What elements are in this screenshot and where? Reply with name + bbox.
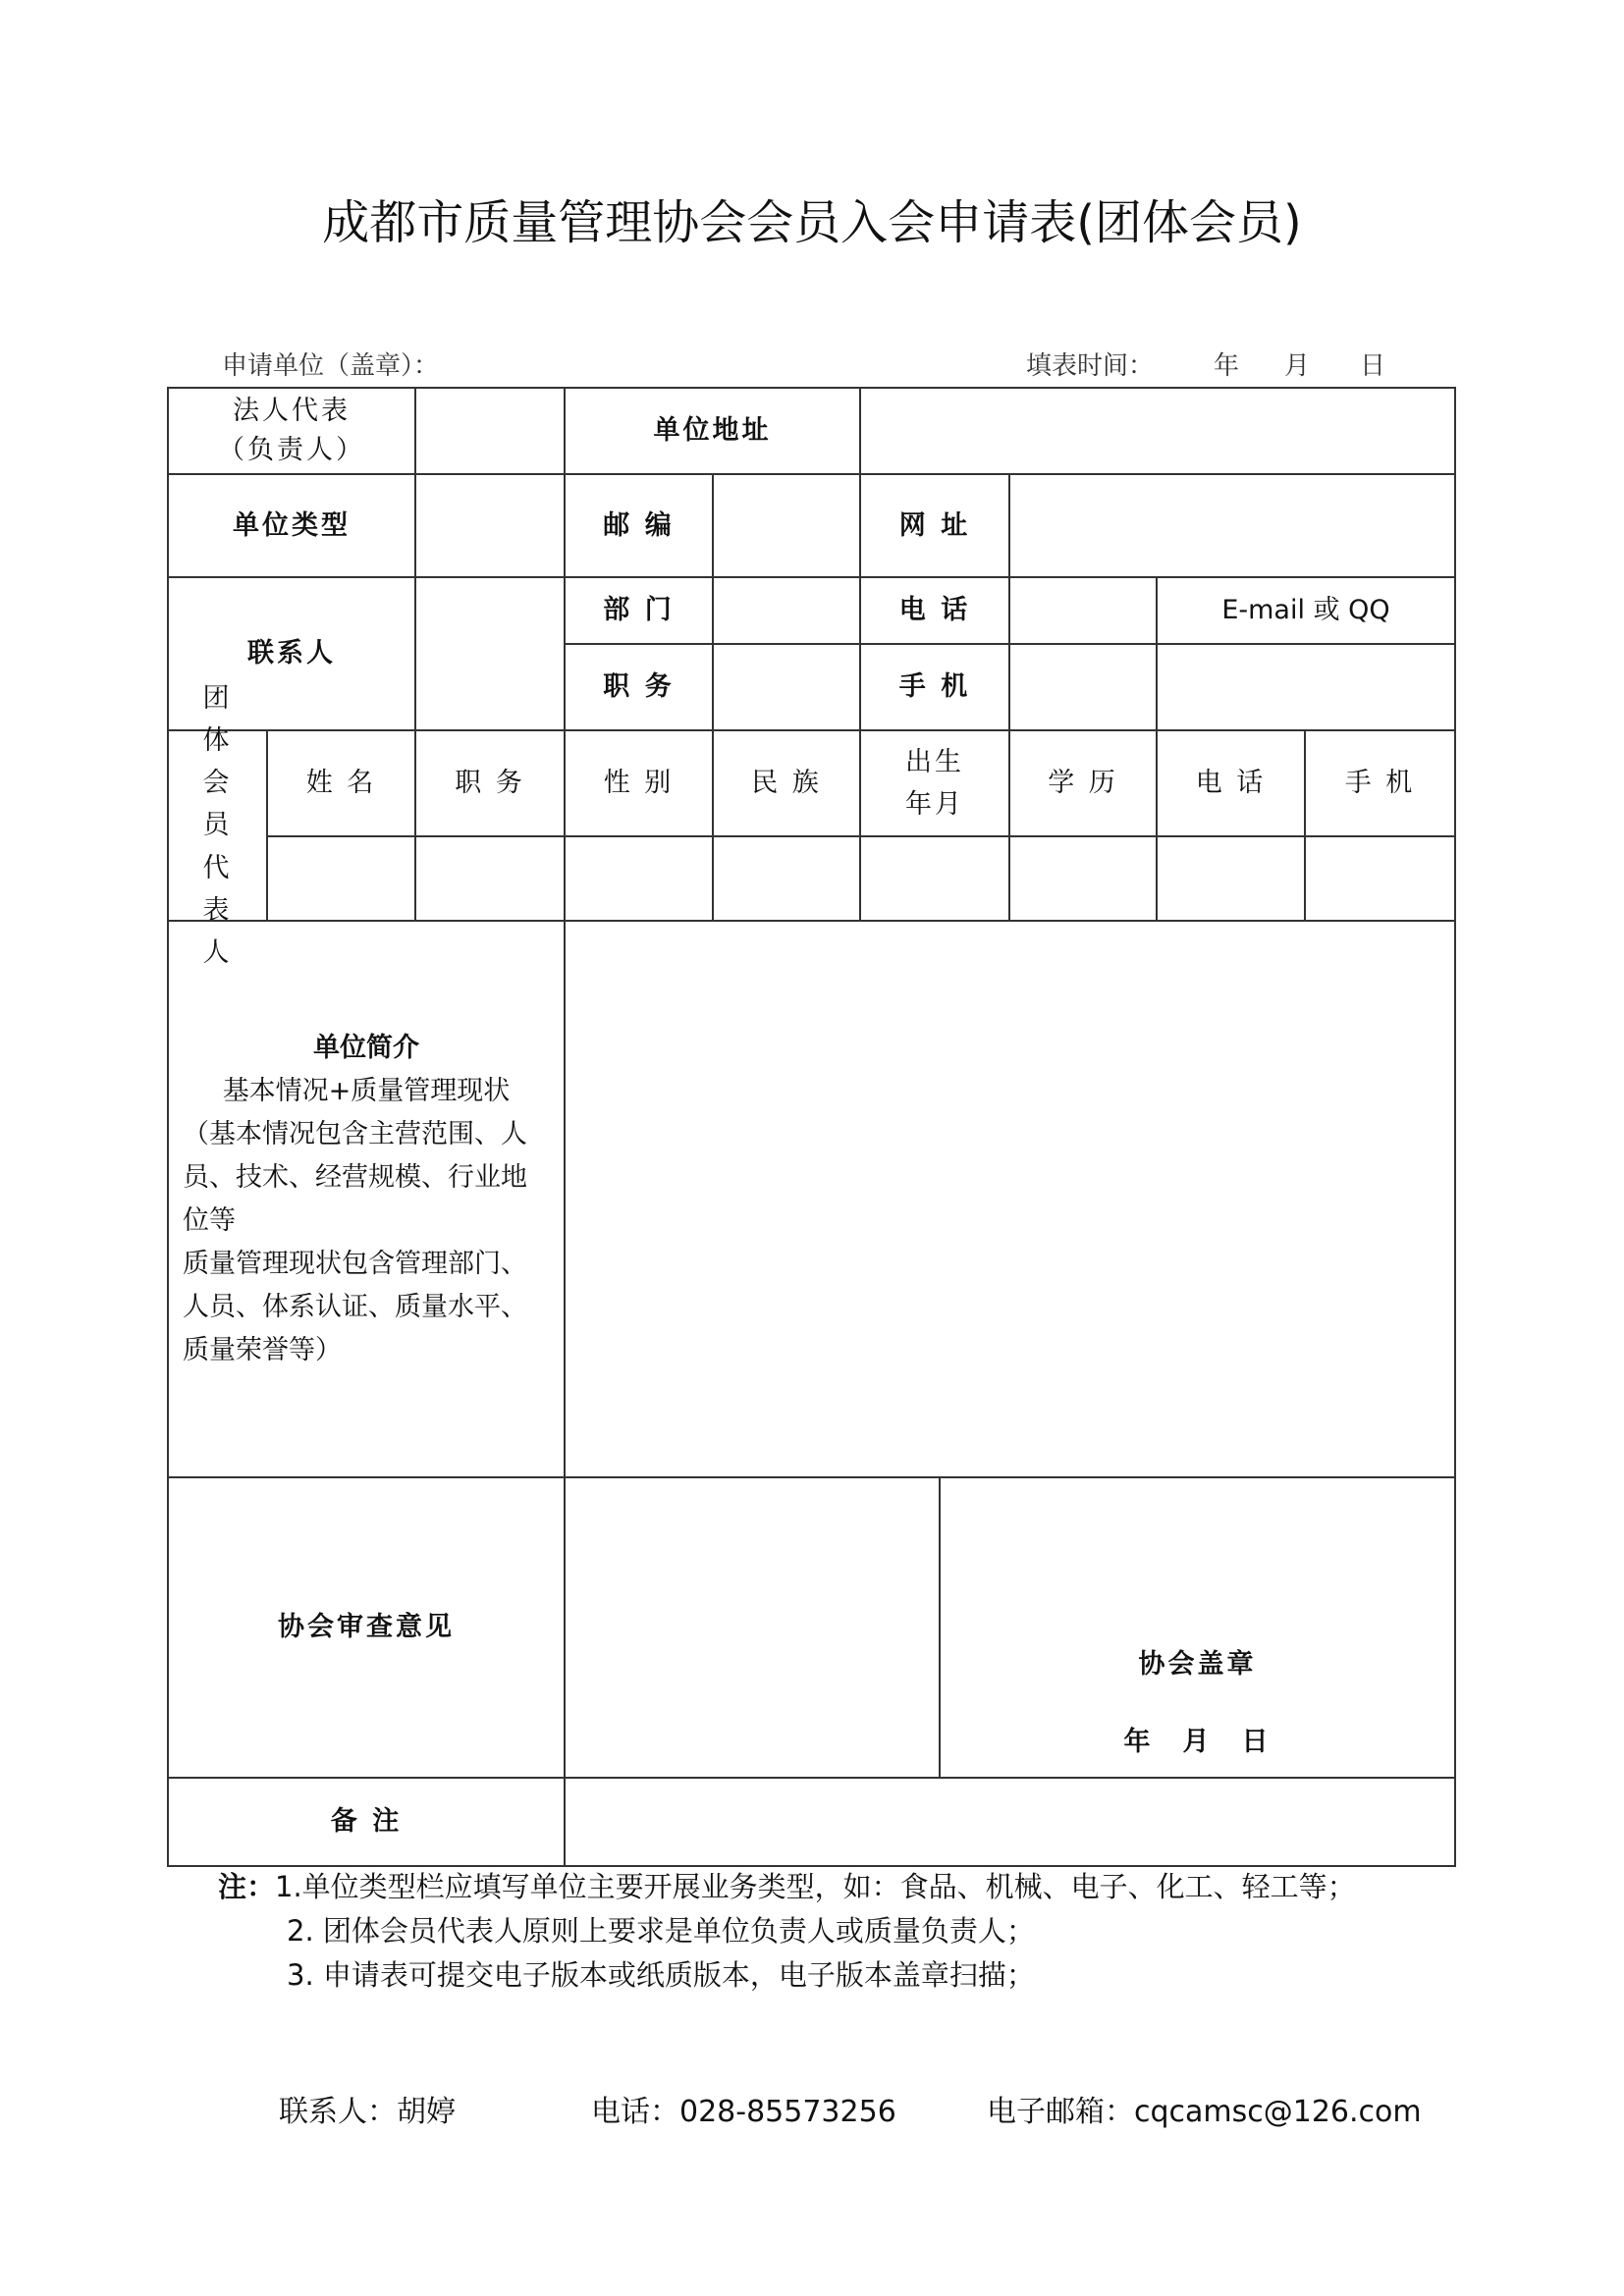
page-title: 成都市质量管理协会会员入会申请表(团体会员) xyxy=(322,195,1302,250)
address-field[interactable] xyxy=(859,387,1456,475)
col-mobile: 手 机 xyxy=(1304,729,1456,837)
mobile-field[interactable] xyxy=(1008,643,1158,731)
website-field[interactable] xyxy=(1008,473,1456,578)
review-label: 协会审查意见 xyxy=(167,1476,566,1779)
col-gender: 性 别 xyxy=(564,729,714,837)
rep-position-field[interactable] xyxy=(414,835,566,922)
year-label: 年 xyxy=(1214,351,1240,381)
email-qq-field[interactable] xyxy=(1156,643,1456,731)
col-phone: 电 话 xyxy=(1156,729,1306,837)
rep-education-field[interactable] xyxy=(1008,835,1158,922)
note-1: 1.单位类型栏应填写单位主要开展业务类型，如：食品、机械、电子、化工、轻工等； xyxy=(275,1870,1356,1903)
department-field[interactable] xyxy=(712,576,861,645)
col-position: 职 务 xyxy=(414,729,566,837)
department-label: 部 门 xyxy=(564,576,714,645)
rep-mobile-field[interactable] xyxy=(1304,835,1456,922)
note-3: 3. 申请表可提交电子版本或纸质版本，电子版本盖章扫描； xyxy=(287,1958,1035,1992)
intro-subtitle: 基本情况+质量管理现状 xyxy=(222,1075,511,1106)
seal-cell xyxy=(939,1476,1456,1779)
group-rep-label: 团体会员代表人 xyxy=(167,729,268,922)
intro-body: （基本情况包含主营范围、人员、技术、经营规模、行业地位等 xyxy=(183,1118,527,1236)
postcode-label: 邮 编 xyxy=(564,473,714,578)
review-field[interactable] xyxy=(564,1476,941,1779)
intro-field[interactable] xyxy=(564,920,1456,1478)
remarks-label: 备 注 xyxy=(167,1777,566,1867)
contact-email[interactable]: 电子邮箱：cqcamsc@126.com xyxy=(987,2095,1422,2129)
intro-title: 单位简介 xyxy=(313,1032,419,1063)
phone-field[interactable] xyxy=(1008,576,1158,645)
seal-label: 协会盖章 xyxy=(1138,1648,1257,1680)
intro-body-2: 质量管理现状包含管理部门、人员、体系认证、质量水平、质量荣誉等） xyxy=(183,1248,527,1365)
notes xyxy=(218,1865,1455,1998)
rep-gender-field[interactable] xyxy=(564,835,714,922)
rep-name-field[interactable] xyxy=(266,835,416,922)
postcode-field[interactable] xyxy=(712,473,861,578)
date-label: 填表时间： xyxy=(1026,351,1155,381)
applicant-label: 申请单位（盖章）： xyxy=(222,351,440,381)
unit-type-label: 单位类型 xyxy=(167,473,416,578)
note-2: 2. 团体会员代表人原则上要求是单位负责人或质量负责人； xyxy=(287,1914,1035,1948)
contact-label: 联系人 xyxy=(167,576,416,731)
position-label: 职 务 xyxy=(564,643,714,731)
month-label: 月 xyxy=(1284,351,1311,381)
rep-ethnicity-field[interactable] xyxy=(712,835,861,922)
notes-label: 注： xyxy=(218,1870,276,1903)
phone-label: 电 话 xyxy=(859,576,1010,645)
col-education: 学 历 xyxy=(1008,729,1158,837)
contact-phone: 电话：028-85573256 xyxy=(591,2095,896,2129)
email-qq-label: E-mail 或 QQ xyxy=(1156,576,1456,645)
rep-phone-field[interactable] xyxy=(1156,835,1306,922)
intro-label xyxy=(167,920,566,1478)
contact-field[interactable] xyxy=(414,576,566,731)
rep-birth-field[interactable] xyxy=(859,835,1010,922)
position-field[interactable] xyxy=(712,643,861,731)
day-label: 日 xyxy=(1360,351,1386,381)
website-label: 网 址 xyxy=(859,473,1010,578)
col-ethnicity: 民 族 xyxy=(712,729,861,837)
legal-rep-label: 法人代表（负责人） xyxy=(167,387,416,475)
seal-date: 年 月 日 xyxy=(1123,1726,1272,1757)
remarks-field[interactable] xyxy=(564,1777,1456,1867)
address-label: 单位地址 xyxy=(564,387,861,475)
col-name: 姓 名 xyxy=(266,729,416,837)
legal-rep-field[interactable] xyxy=(414,387,566,475)
contact-person: 联系人：胡婷 xyxy=(279,2095,456,2129)
mobile-label: 手 机 xyxy=(859,643,1010,731)
unit-type-field[interactable] xyxy=(414,473,566,578)
col-birth: 出生年月 xyxy=(859,729,1010,837)
